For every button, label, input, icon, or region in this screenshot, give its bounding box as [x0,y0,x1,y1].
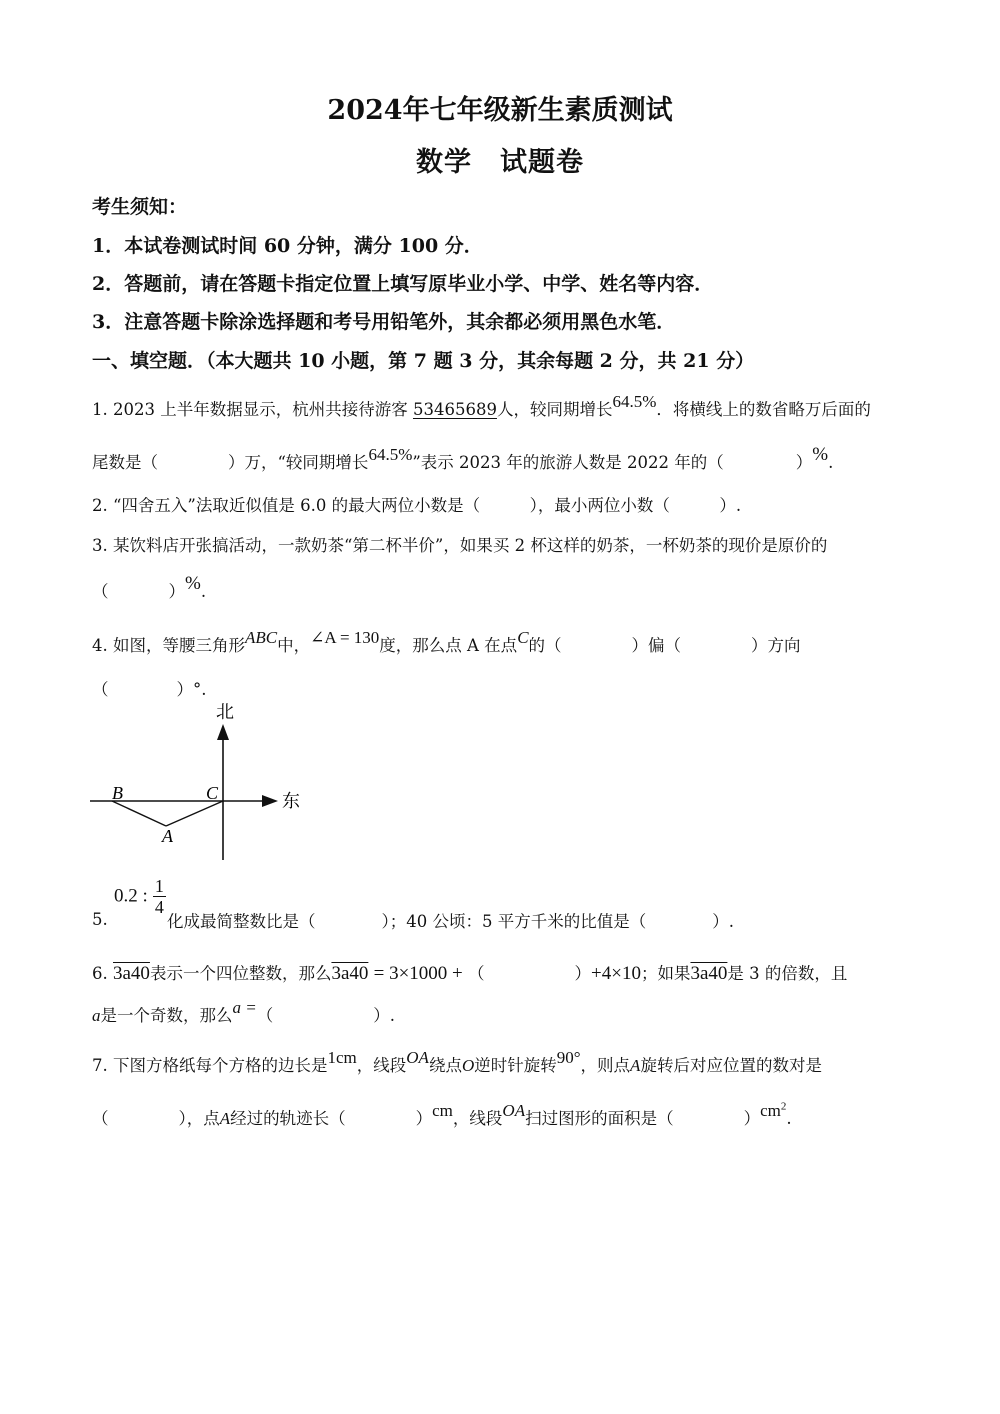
question-2: 2. “四舍五入”法取近似值是 6.0 的最大两位小数是（ ），最小两位小数（ ）. [92,496,742,515]
q4-text: 4. 如图，等腰三角形 [92,636,245,655]
instruction-item: 2．答题前，请在答题卡指定位置上填写原毕业小学、中学、姓名等内容． [92,273,714,295]
question-1-line-1 [92,392,871,420]
q4-text: ）°. [176,680,207,699]
q6-text: ；如果 [640,964,691,983]
triangle-side-ac [166,801,223,826]
q7-text: 扫过图形的面积是（ [525,1109,674,1128]
fraction-denominator: 4 [154,897,164,917]
q1-text: 尾数是（ [92,453,158,472]
percent-sign: % [812,444,829,465]
q6-text: （ [256,1006,274,1025]
unit-length: 1cm [327,1048,357,1067]
percent-sign: % [185,573,201,594]
q1-text: ）万，“较同期增长 [228,453,369,472]
q1-percent: 64.5% [612,392,657,411]
segment-oa: OA [406,1048,429,1067]
four-digit-number: 3a40 [331,963,369,984]
fraction [153,876,166,917]
q7-text: ，则点 [580,1056,631,1075]
four-digit-number: 3a40 [113,963,150,984]
point-a: A [219,1109,231,1128]
q7-text: 绕点 [428,1056,462,1075]
q6-text: ）. [373,1006,395,1025]
q1-text: ．将横线上的数省略万后面的 [656,400,871,419]
q4-text: 的（ [528,636,562,655]
east-label: 东 [282,791,300,812]
q4-text: 度，那么点 A 在点 [379,636,518,655]
q7-text: ），点 [178,1109,220,1128]
point-a-label: A [162,826,173,846]
q6-text: 是一个奇数，那么 [100,1006,233,1025]
q3-text: . [200,582,207,601]
ratio-expression [114,876,166,917]
q7-text: 逆时针旋转 [474,1056,557,1075]
point-a: A [630,1056,641,1075]
rotation-angle: 90° [556,1048,581,1067]
q1-text: ） [795,453,813,472]
triangle-side-ba [112,801,166,826]
q1-percent: 64.5% [368,445,413,464]
point-b-label: B [112,783,123,803]
q4-text: （ [92,680,109,699]
angle-expression: ∠A = 130 [310,628,380,647]
triangle-label: ABC [245,628,278,647]
question-7-line-1 [92,1048,822,1076]
page-title: 2024年七年级新生素质测试 [327,95,673,126]
instructions-heading: 考生须知： [92,196,188,218]
expansion: +4×10 [591,963,641,984]
q1-text: 人，较同期增长 [496,400,613,419]
q7-text: ，线段 [452,1109,503,1128]
q1-text: 1. 2023 上半年数据显示，杭州共接待游客 [92,400,408,419]
question-3-line-2 [92,573,207,603]
q1-text: ”表示 2023 年的旅游人数是 2022 年的（ [412,453,724,472]
question-1-line-2 [92,444,834,474]
q6-text: 表示一个四位整数，那么 [149,964,332,983]
question-3-line-1: 3. 某饮料店开张搞活动，一款奶茶“第二杯半价”，如果买 2 杯这样的奶茶，一杯奶茶的现价是原价的 [92,536,828,555]
q7-text: （ [92,1109,109,1128]
page-subtitle: 数学 试题卷 [416,147,584,178]
unit-cm2 [760,1101,786,1120]
q7-text: ） [415,1109,433,1128]
q7-text: ） [743,1109,761,1128]
q7-text: 旋转后对应位置的数对是 [640,1056,822,1075]
east-arrow-icon [262,795,278,807]
unit-cm: cm [432,1101,453,1120]
question-4-line-2 [92,676,207,700]
question-7-line-2 [92,1100,792,1129]
q6-text: 是 3 的倍数，且 [727,964,848,983]
q4-text: 中， [277,636,311,655]
fraction-numerator: 1 [154,876,164,896]
direction-figure [80,700,320,870]
unit-cm2-exponent: 2 [780,1100,787,1113]
expansion: = 3×1000 + [373,963,463,984]
question-5-text: 化成最简整数比是（ ）；40 公顷：5 平方千米的比值是（ ）. [167,912,734,931]
section-heading: 一、填空题．（本大题共 10 小题，第 7 题 3 分，其余每题 2 分，共 21 分） [92,350,755,372]
q6-text: 6. [92,964,108,983]
q7-text: 7. 下图方格纸每个方格的边长是 [92,1056,328,1075]
instruction-item: 3．注意答题卡除涂选择题和考号用铅笔外，其余都必须用黑色水笔． [92,311,676,333]
q7-text: 经过的轨迹长（ [230,1109,346,1128]
instruction-item: 1．本试卷测试时间 60 分钟，满分 100 分． [92,235,483,257]
variable-a: a [92,1006,101,1025]
point-label: C [517,628,529,647]
question-4-line-1 [92,628,801,656]
point-o: O [461,1056,475,1075]
q7-text: . [786,1109,792,1128]
unit-cm2-base: cm [760,1101,781,1120]
north-label: 北 [216,702,234,723]
point-c-label: C [206,783,219,803]
q7-text: ，线段 [356,1056,407,1075]
q3-text: ） [168,582,185,601]
four-digit-number: 3a40 [690,963,728,984]
variable-a-equals: a = [232,998,257,1017]
question-6-line-1 [92,960,847,985]
ratio-left: 0.2 : [114,885,148,907]
q4-text: ）偏（ [631,636,682,655]
segment-oa: OA [502,1101,526,1120]
q1-visitor-count: 53465689 [412,400,497,419]
q1-text: . [828,453,834,472]
q4-text: ）方向 [751,636,801,655]
q6-text: （ [468,964,485,983]
question-5-number: 5. [92,910,108,929]
q6-text: ） [574,964,592,983]
q3-text: （ [92,582,109,601]
north-arrow-icon [217,724,229,740]
question-6-line-2 [92,998,395,1026]
